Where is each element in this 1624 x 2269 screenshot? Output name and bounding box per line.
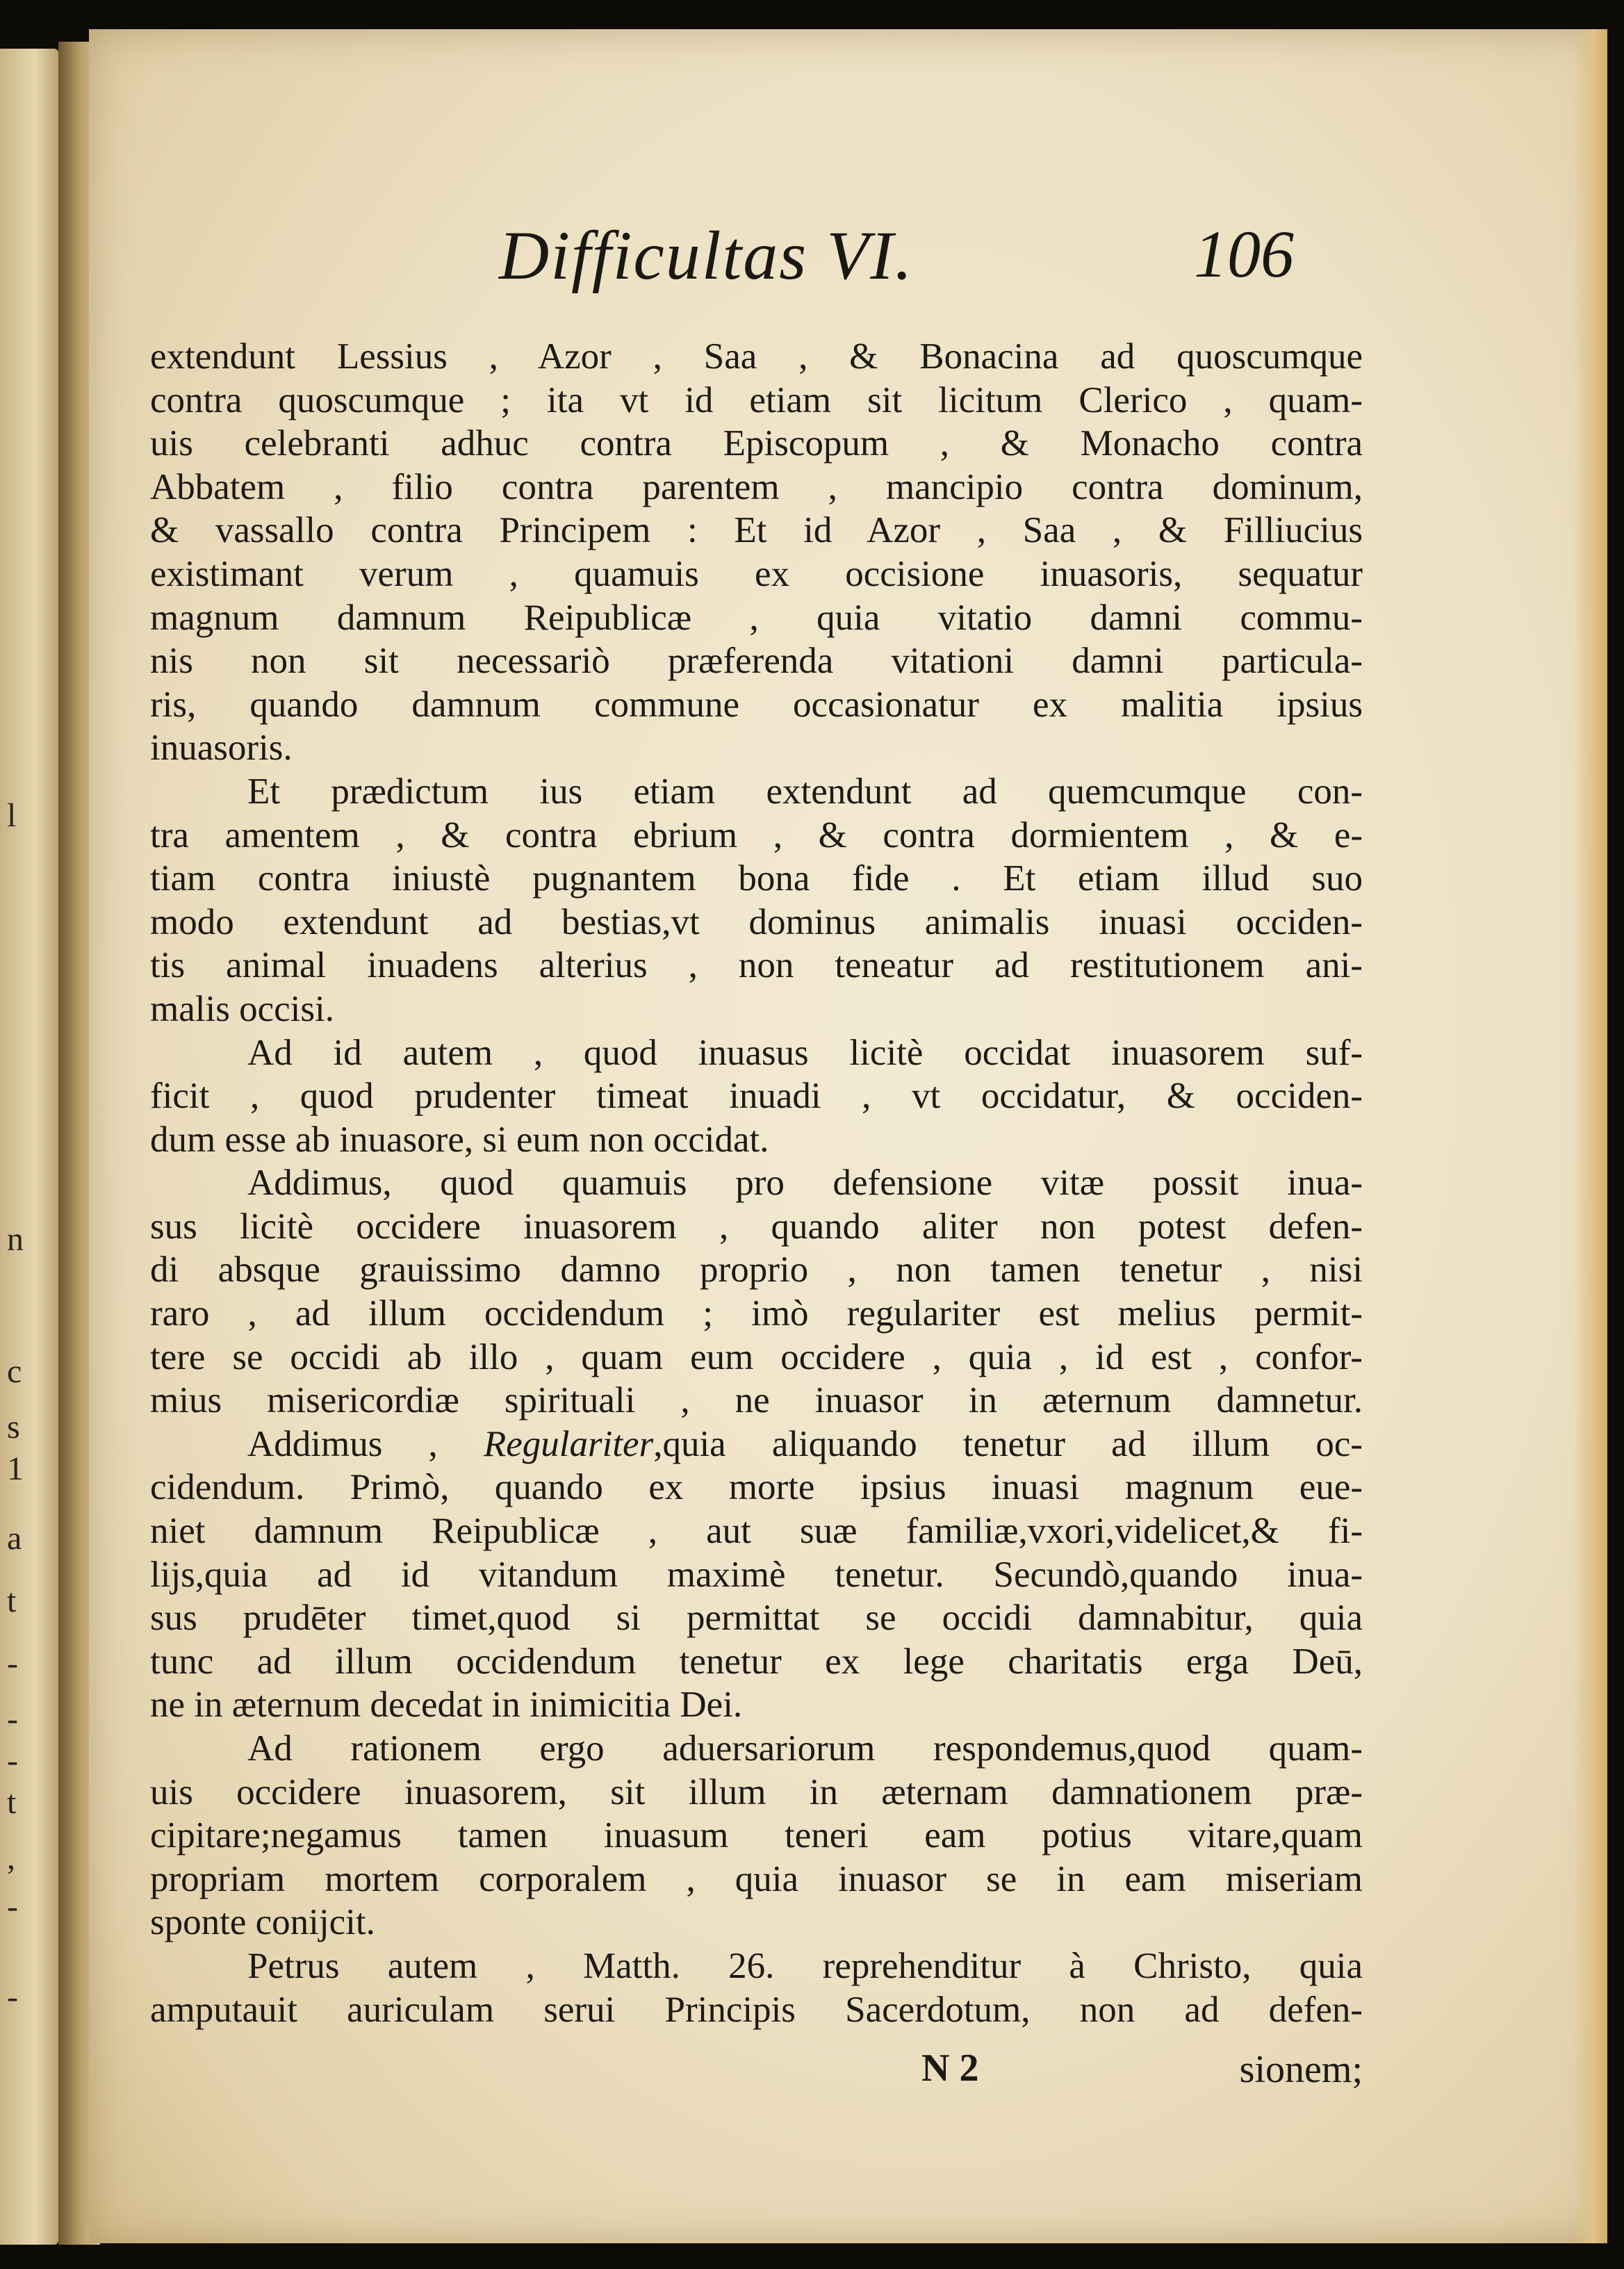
paragraph (150, 1727, 1363, 1944)
text-line: magnum damnum Reipublicæ , quia vitatio damni commu- (150, 597, 1363, 638)
text-line: tere se occidi ab illo , quam eum occidere , quia , id est , confor- (150, 1336, 1363, 1377)
text-line: cidendum. Primò, quando ex morte ipsius inuasi magnum eue- (150, 1467, 1363, 1508)
page-footer (150, 2046, 1363, 2095)
text-line: uis celebranti adhuc contra Episcopum , & Monacho contra (150, 423, 1363, 464)
margin-fragment: 1 (7, 1450, 24, 1487)
margin-fragment: l (7, 797, 17, 834)
margin-fragment: t (7, 1582, 17, 1619)
text-line: mius misericordiæ spirituali , ne inuasor in æternum damnetur. (150, 1380, 1363, 1421)
paragraph (150, 1031, 1363, 1162)
text-line: amputauit auriculam serui Principis Sacerdotum, non ad defen- (150, 1989, 1363, 2030)
text-line: sus licitè occidere inuasorem , quando aliter non potest defen- (150, 1206, 1363, 1247)
signature-mark: N 2 (921, 2047, 979, 2090)
text-line: Ad id autem , quod inuasus licitè occidat inuasorem suf- (247, 1032, 1363, 1073)
margin-fragment: s (7, 1409, 20, 1445)
paragraph (150, 335, 1363, 770)
margin-fragment: - (7, 1979, 18, 2015)
text-line: di absque grauissimo damno proprio , non tamen tenetur , nisi (150, 1250, 1363, 1291)
paragraph (150, 770, 1363, 1031)
catchword: sionem; (1239, 2048, 1363, 2091)
text-line: tis animal inuadens alterius , non teneatur ad restitutionem ani- (150, 945, 1363, 986)
book-page (89, 29, 1607, 2243)
paragraph (150, 1161, 1363, 1423)
text-line: extendunt Lessius , Azor , Saa , & Bonacina ad quoscumque (150, 336, 1363, 377)
text-line: contra quoscumque ; ita vt id etiam sit licitum Clerico , quam- (150, 379, 1363, 420)
text-line: niet damnum Reipublicæ , aut suæ familiæ,vxori,videlicet,& fi- (150, 1511, 1363, 1552)
text-line: inuasoris. (150, 728, 293, 769)
paragraph (150, 1944, 1363, 2031)
body-text (150, 335, 1363, 2031)
text-line: uis occidere inuasorem, sit illum in æternam damnationem præ- (150, 1771, 1363, 1812)
text-line: tra amentem , & contra ebrium , & contra dormientem , & e- (150, 814, 1363, 855)
facing-page-edge (0, 49, 58, 2245)
margin-fragment: c (7, 1353, 22, 1390)
margin-fragment: n (7, 1221, 24, 1258)
text-line: sponte conijcit. (150, 1902, 375, 1943)
text-run: Addimus , (247, 1423, 438, 1464)
margin-fragment: t (7, 1784, 17, 1821)
text-line: malis occisi. (150, 988, 334, 1029)
text-line: sus prudēter timet,quod si permittat se occidi damnabitur, quia (150, 1598, 1363, 1639)
paragraph (150, 1423, 1363, 1727)
text-line: Addimus, quod quamuis pro defensione vitæ possit inua- (247, 1163, 1363, 1204)
text-line: raro , ad illum occidendum ; imò regulariter est melius permit- (150, 1293, 1363, 1334)
emphasis: Regulariter (483, 1423, 654, 1464)
text-line: ficit , quod prudenter timeat inuadi , vt occidatur, & occiden- (150, 1076, 1363, 1117)
running-head: Difficultas VI. (499, 217, 914, 294)
text-line: lijs,quia ad id vitandum maximè tenetur. Secundò,quando inua- (150, 1554, 1363, 1595)
text-line: Ad rationem ergo aduersariorum respondemus,quod quam- (247, 1728, 1363, 1769)
margin-fragment: - (7, 1645, 18, 1682)
margin-fragment: - (7, 1888, 18, 1925)
page-number: 106 (1194, 217, 1294, 291)
margin-fragment: - (7, 1701, 18, 1737)
text-line: tiam contra iniustè pugnantem bona fide . Et etiam illud suo (150, 858, 1363, 899)
text-line: existimant verum , quamuis ex occisione inuasoris, sequatur (150, 553, 1363, 594)
text-line: Et prædictum ius etiam extendunt ad quemcumque con- (247, 771, 1363, 812)
text-line: Petrus autem , Matth. 26. reprehenditur à Christo, quia (247, 1945, 1363, 1986)
text-line: ris, quando damnum commune occasionatur ex malitia ipsius (150, 684, 1363, 725)
text-line: & vassallo contra Principem : Et id Azor , Saa , & Filliucius (150, 510, 1363, 551)
text-line: modo extendunt ad bestias,vt dominus animalis inuasi occiden- (150, 901, 1363, 942)
text-line: dum esse ab inuasore, si eum non occidat. (150, 1119, 769, 1160)
text-run: ,quia aliquando tenetur ad illum oc- (653, 1423, 1363, 1464)
text-line: ne in æternum decedat in inimicitia Dei. (150, 1685, 743, 1726)
text-line: Abbatem , filio contra parentem , mancipio contra dominum, (150, 466, 1363, 507)
margin-fragment: - (7, 1742, 18, 1779)
text-line: cipitare;negamus tamen inuasum teneri eam potius vitare,quam (150, 1815, 1363, 1856)
text-line: propriam mortem corporalem , quia inuasor se in eam miseriam (150, 1858, 1363, 1899)
text-line: tunc ad illum occidendum tenetur ex lege charitatis erga Deū, (150, 1641, 1363, 1682)
page-edge-shading (1574, 29, 1607, 2243)
text-line (150, 1423, 1363, 1466)
margin-fragment: a (7, 1520, 22, 1557)
page-header (89, 215, 1607, 320)
margin-fragment: , (7, 1840, 15, 1876)
text-line: nis non sit necessariò præferenda vitationi damni particula- (150, 641, 1363, 682)
